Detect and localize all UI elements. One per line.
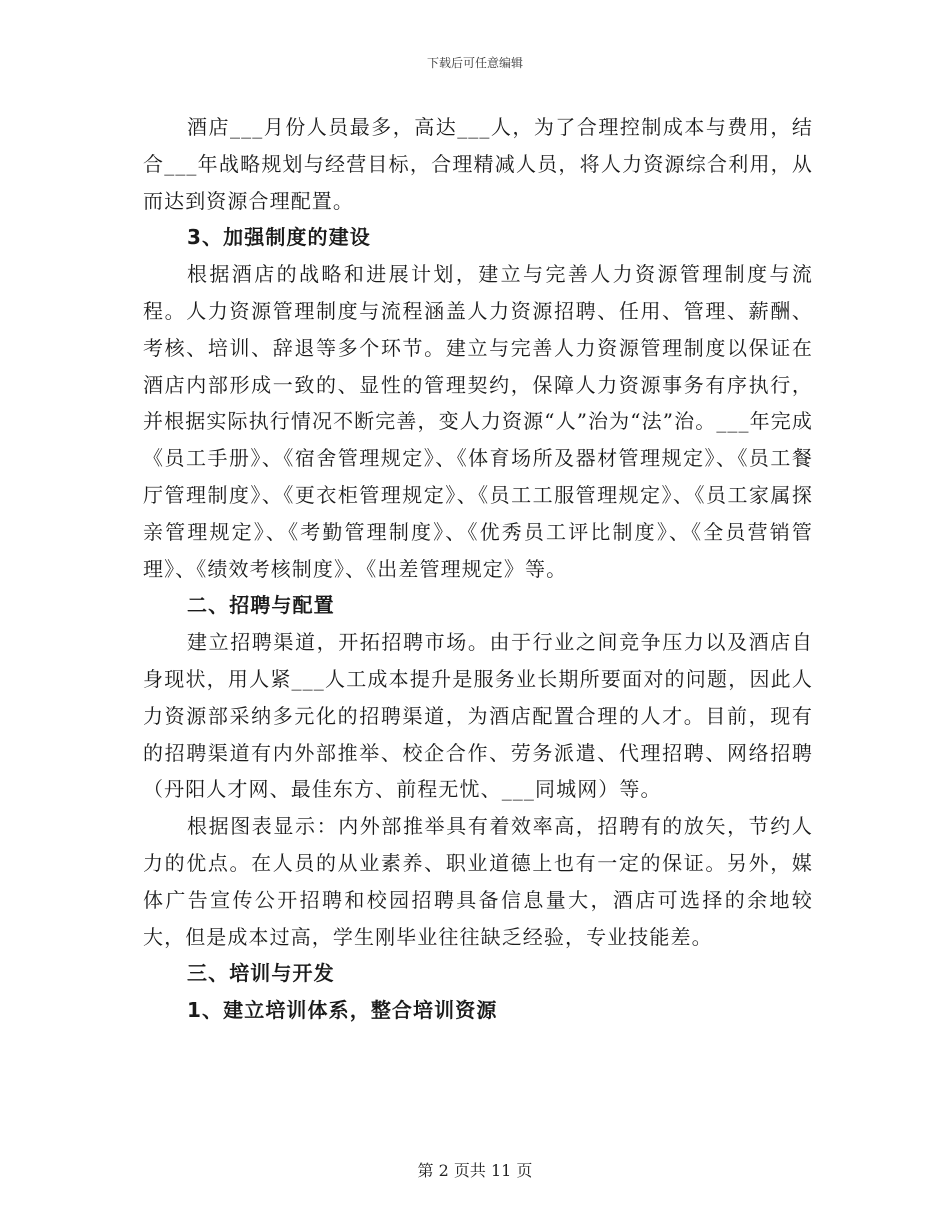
paragraph-staffing: 酒店___月份人员最多，高达___人，为了合理控制成本与费用，结合___年战略规划与经营目标，合理精减人员，将人力资源综合利用，从而达到资源合理配置。: [143, 115, 813, 213]
heading-recruitment: 二、招聘与配置: [187, 593, 335, 618]
paragraph-channel-analysis: 根据图表显示：内外部推举具有着效率高，招聘有的放矢，节约人力的优点。在人员的从业素养、职业道德上也有一定的保证。另外，媒体广告宣传公开招聘和校园招聘具备信息量大，酒店可选择的余地较大，但是成本过高，学生刚毕业往往缺乏经验，专业技能差。: [143, 814, 813, 949]
heading-training-system: 1、建立培训体系，整合培训资源: [187, 998, 498, 1023]
heading-system-building: 3、加强制度的建设: [187, 225, 371, 250]
paragraph-recruitment-channels: 建立招聘渠道，开拓招聘市场。由于行业之间竞争压力以及酒店自身现状，用人紧___人工成本提升是服务业长期所要面对的问题，因此人力资源部采纳多元化的招聘渠道，为酒店配置合理的人才。目前，现有的招聘渠道有内外部推举、校企合作、劳务派遣、代理招聘、网络招聘（丹阳人才网、最佳东方、前程无忧、___同城网）等。: [143, 630, 813, 802]
paragraph-hr-policies: 根据酒店的战略和进展计划，建立与完善人力资源管理制度与流程。人力资源管理制度与流程涵盖人力资源招聘、任用、管理、薪酬、考核、培训、辞退等多个环节。建立与完善人力资源管理制度以保证在酒店内部形成一致的、显性的管理契约，保障人力资源事务有序执行，并根据实际执行情况不断完善，变人力资源“人”治为“法”治。___年完成《员工手册》、《宿舍管理规定》、《体育场所及器材管理规定》、《员工餐厅管理制度》、《更衣柜管理规定》、《员工工服管理规定》、《员工家属探亲管理规定》、《考勤管理制度》、《优秀员工评比制度》、《全员营销管理》、《绩效考核制度》、《出差管理规定》等。: [143, 262, 813, 581]
heading-training: 三、培训与开发: [187, 961, 335, 986]
page-header: 下载后可任意编辑: [426, 56, 523, 70]
document-body: [143, 109, 813, 1029]
page-footer: 第 2 页共 11 页: [417, 1161, 533, 1180]
